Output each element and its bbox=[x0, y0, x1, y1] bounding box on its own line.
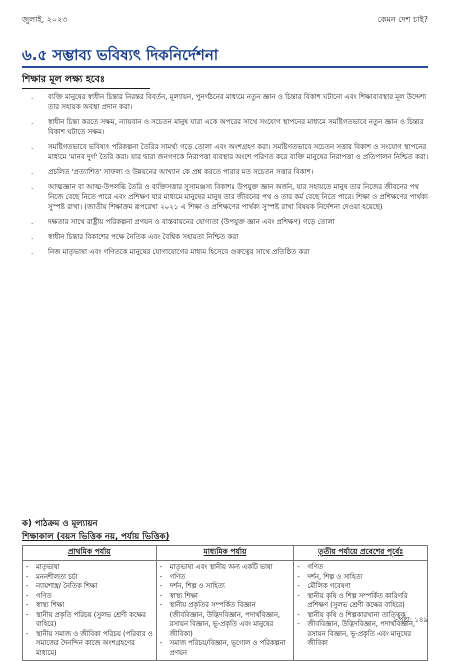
col-secondary-header: মাধ্যমিক পর্যায় bbox=[156, 546, 294, 561]
curriculum-heading: ক) পাঠক্রম ও মূল্যায়ন bbox=[22, 519, 98, 529]
tertiary-cell: - গণিত - দর্শন, শিল্প ও সাহিত্য - মৌলিক গবেষণা - স্থানীয় কৃষি ও শিল্প সম্পর্কিত কারিগরি প্রশিক্ষণ (সুলভ শ্রেণী কক্ষের বাহিরে) - স্থানীয় কৃষি ও শিল্পকারখানা তাত্ত্বিক - জীববিজ্ঞান, উদ্ভিদবিজ্ঞান, পদার্থবিজ্ঞান, রসায়ন বিজ্ঞান, ভূ-প্রকৃতি এবং মানুষের জীবিকা bbox=[294, 561, 428, 661]
list-item: . স্বাধীন চিন্তার বিকাশের পক্ষে নৈতিক এবং বৈশ্বিক সহায়তা নিশ্চিত করা bbox=[31, 233, 239, 241]
col-primary-header: প্রাথমিক পর্যায় bbox=[23, 546, 157, 561]
subheading-underline bbox=[22, 88, 150, 89]
goals-list bbox=[22, 92, 430, 262]
table-row bbox=[23, 561, 428, 661]
goals-subheading: শিক্ষার মূল লক্ষ্য হবেঃ bbox=[22, 74, 105, 85]
list-item: . ব্যক্তি মানুষের স্বাধীন চিন্তার নিরন্তর বিবর্তন, মূল্যায়ন, পুনর্গঠনের মাধ্যমে নতুন জ্ঞান ও চিন্তার বিকাশ ঘটানো এবং শিক্ষাব্যবস্থার মূল উদ্দেশ্য তার সহায়ক অবস্থা প্রদান করা। bbox=[31, 93, 427, 111]
list-item: . সমষ্টিগতভাবে ভবিষ্যৎ পরিকল্পনা তৈরির সামর্থ্য গড়ে তোলা এবং অংশগ্রহণ করা। সমষ্টিগতভাবে সচেতন সত্তার বিকাশ ও সংযোগ স্থাপনের মাধ্যমে 'মানব দুর্গ' তৈরি করা। যার দ্বারা জনগণকে নিরাপত্তা ব্যবস্থার অংশে পরিণত করে ব্যক্তি মানুষের নিরাপত্তা ও প্রতিপালন নিশ্চিত করা। bbox=[31, 143, 429, 161]
education-period-heading: শিক্ষাকাল (বয়স ভিত্তিক নয়, পর্যায় ভিত্তিক) bbox=[22, 532, 170, 542]
col-tertiary-header: তৃতীয় পর্যায়ে প্রবেশের পূর্বেঃ bbox=[294, 546, 428, 561]
page-header bbox=[22, 14, 428, 28]
table-header-row bbox=[23, 546, 428, 561]
list-item: . দক্ষতার সাথে রাষ্ট্রীয় পরিকল্পনা প্রণয়ন ও বাস্তবায়নের যোগ্যতা (উপযুক্ত জ্ঞান এবং প্রশিক্ষণ) গড়ে তোলা bbox=[31, 218, 335, 226]
header-date: জুলাই, ২০২৩ bbox=[22, 15, 68, 24]
list-item: . স্বাধীন চিন্তা করতে সক্ষম, ন্যায়বান ও সচেতন মানুষ যারা একে অপরের সাথে সংযোগ স্থাপনের মাধ্যমে সমষ্টিগতভাবে নতুন জ্ঞান ও চিন্তার বিকাশ ঘটাতে সক্ষম। bbox=[31, 118, 424, 136]
primary-cell: - মাতৃভাষা - মননশীলতা চর্চা - ন্যায়শাস্ত্র/ নৈতিক শিক্ষা - গণিত - স্বাস্থ্য শিক্ষা - স্থানীয় প্রকৃতি পরিচয় (সুলভ শ্রেণী কক্ষের বাহিরে) - স্থানীয় সমাজ ও জীবিকা পরিচয় (পরিবার ও সমাজের দৈনন্দিন কাজে অংশগ্রহণের মাধ্যমে) bbox=[23, 561, 157, 661]
list-item: . আত্মজ্ঞান বা আত্ম-উপলব্ধি তৈরি ও ব্যক্তিসত্তার সুসামঞ্জস্য বিকাশঃ উপযুক্ত জ্ঞান অর্জন, যার সহায়তে মানুষ তার নিজের জীবনের পথ নিজে বেছে নিতে পারে এবং প্রশিক্ষণ যার মাধ্যমে মানুষের মানুষ তার জীবনের পথ ও তার কর্ম বেছে নিতে পারে। শিক্ষা ও প্রশিক্ষণের পার্থক্য সুস্পষ্ট রাখা। (জাতীয় শিক্ষাক্রম রূপরেখা ২০২১ এ শিক্ষা ও প্রশিক্ষণের পার্থক্য সুস্পষ্ট রাখা বিষয়ক নির্দেশনা দেওয়া হয়েছে) bbox=[31, 183, 428, 211]
title-rule bbox=[22, 66, 428, 68]
secondary-cell: - মাতৃভাষা এবং স্থানীয় অন্য একটি ভাষা - গণিত - দর্শন, শিল্প ও সাহিত্য - স্বাস্থ্য শিক্ষা - স্থানীয় প্রকৃতির সম্পর্কিত বিজ্ঞান (জীববিজ্ঞান, উদ্ভিদবিজ্ঞান, পদার্থবিজ্ঞান, রসায়ন বিজ্ঞান, ভূ-প্রকৃতি এবং মানুষের জীবিকা) - সমাজ পরিচয়/বিজ্ঞান, ভূগোল ও পরিকল্পনা প্রণয়ন bbox=[156, 561, 294, 661]
list-item: . প্রচলিত 'প্রত্যাশিত' সাফল্য ও উন্নয়নের আখ্যান কে প্রশ্ন করতে পারার মত সচেতন সত্তার বিকাশ। bbox=[31, 168, 314, 176]
header-title: কেমন দেশ চাই? bbox=[377, 15, 428, 24]
list-item: . নিজ মাতৃভাষা এবং গণিতকে মানুষের যোগাযোগের মাধ্যম হিসেবে গুরুত্বের সাথে প্রতিষ্ঠিত করা bbox=[31, 248, 310, 256]
curriculum-table bbox=[22, 545, 428, 661]
section-title: ৬.৫ সম্ভাব্য ভবিষ্যৎ দিকনির্দেশনা bbox=[22, 46, 219, 64]
page-number: পৃষ্ঠা: ১৪৯ bbox=[398, 616, 428, 624]
